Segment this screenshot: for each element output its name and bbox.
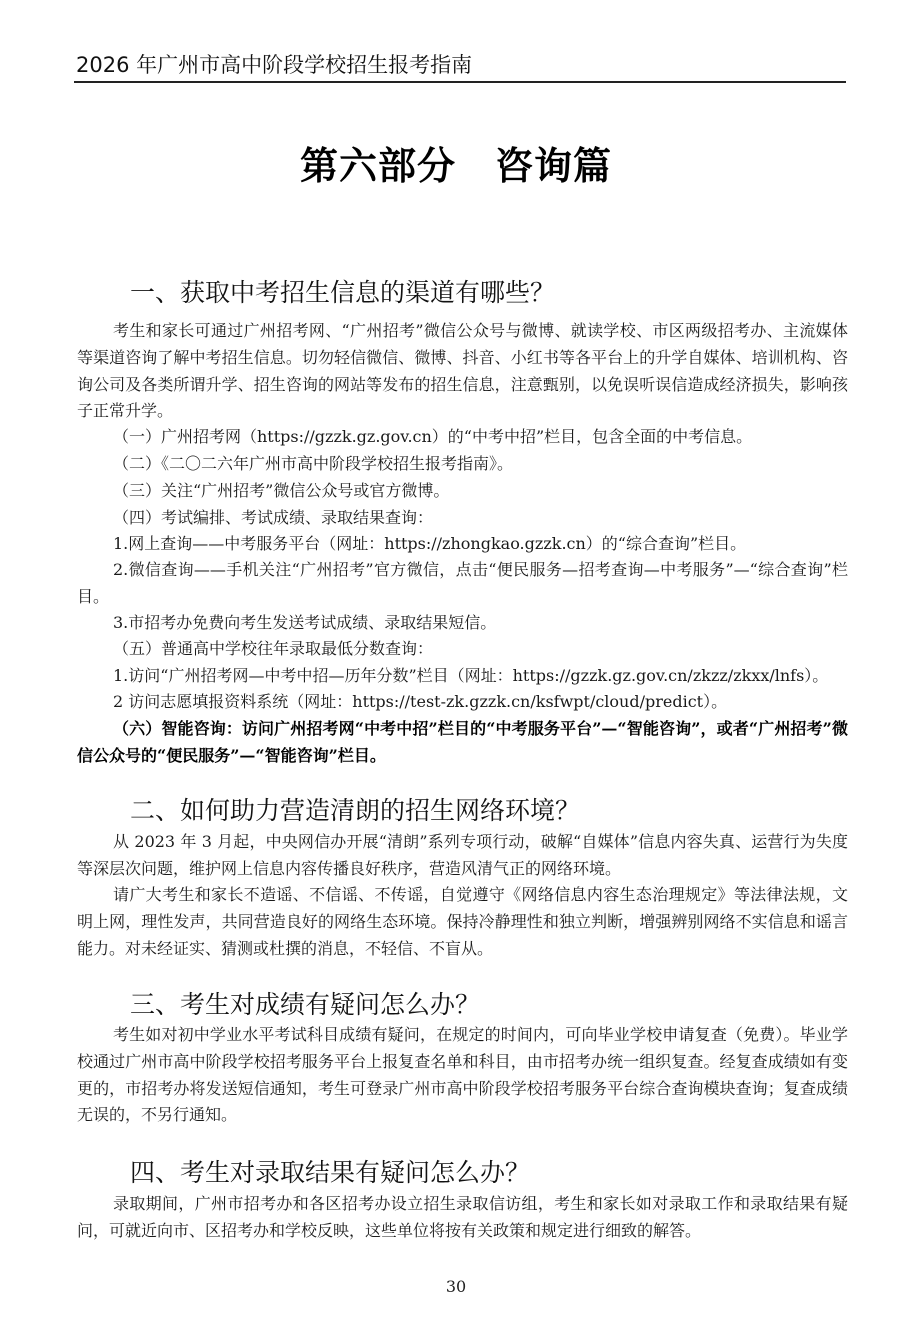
section-1-item-5-sub-2: 2 访问志愿填报资料系统（网址：https://test-zk.gzzk.cn/ksfwpt/cloud/predict）。 [113,692,728,711]
header-rule [74,81,846,83]
section-1-item-4-sub-3: 3.市招考办免费向考生发送考试成绩、录取结果短信。 [113,613,497,632]
section-1-intro-paragraph: 考生和家长可通过广州招考网、“广州招考”微信公众号与微博、就读学校、市区两级招考办、主流媒体等渠道咨询了解中考招生信息。切勿轻信微信、微博、抖音、小红书等各平台上的升学自媒体、培训机构、咨询公司及各类所谓升学、招生咨询的网站等发布的招生信息，注意甄别，以免误听误信造成经济损失，影响孩子正常升学。 [77,321,848,421]
section-2-paragraph-1: 从 2023 年 3 月起，中央网信办开展“清朗”系列专项行动，破解“自媒体”信息内容失真、运营行为失度等深层次问题，维护网上信息内容传播良好秩序，营造风清气正的网络环境。 [77,832,848,878]
section-1-item-4-sub-1: 1.网上查询——中考服务平台（网址：https://zhongkao.gzzk.cn）的“综合查询”栏目。 [113,534,747,553]
section-4-paragraph-1: 录取期间，广州市招考办和各区招考办设立招生录取信访组，考生和家长如对录取工作和录取结果有疑问，可就近向市、区招考办和学校反映，这些单位将按有关政策和规定进行细致的解答。 [77,1194,848,1240]
section-1-item-5: （五）普通高中学校往年录取最低分数查询： [113,639,434,658]
section-3-paragraph-1: 考生如对初中学业水平考试科目成绩有疑问，在规定的时间内，可向毕业学校申请复查（免费）。毕业学校通过广州市高中阶段学校招考服务平台上报复查名单和科目，由市招考办统一组织复查。经复查成绩如有变更的，市招考办将发送短信通知，考生可登录广州市高中阶段学校招考服务平台综合查询模块查询；复查成绩无误的，不另行通知。 [77,1025,848,1125]
section-1-item-5-sub-1: 1.访问“广州招考网—中考中招—历年分数”栏目（网址：https://gzzk.gz.gov.cn/zkzz/zkxx/lnfs）。 [113,666,829,685]
section-1-item-2: （二）《二〇二六年广州市高中阶段学校招生报考指南》。 [113,454,514,473]
part-title: 第六部分 咨询篇 [299,143,612,188]
section-heading-4: 四、考生对录取结果有疑问怎么办？ [130,1158,531,1187]
section-2-paragraph-2: 请广大考生和家长不造谣、不信谣、不传谣，自觉遵守《网络信息内容生态治理规定》等法律法规，文明上网，理性发声，共同营造良好的网络生态环境。保持冷静理性和独立判断，增强辨别网络不实信息和谣言能力。对未经证实、猜测或杜撰的消息，不轻信、不盲从。 [77,885,848,958]
section-heading-3: 三、考生对成绩有疑问怎么办？ [130,990,481,1019]
section-heading-1: 一、获取中考招生信息的渠道有哪些？ [130,278,556,307]
section-1-item-4-sub-2: 2.微信查询——手机关注“广州招考”官方微信，点击“便民服务—招考查询—中考服务”—“综合查询”栏目。 [77,560,848,606]
running-header: 2026 年广州市高中阶段学校招生报考指南 [76,53,473,77]
page-number: 30 [445,1277,467,1296]
section-1-item-1: （一）广州招考网（https://gzzk.gz.gov.cn）的“中考中招”栏目，包含全面的中考信息。 [113,427,753,446]
section-1-item-3: （三）关注“广州招考”微信公众号或官方微博。 [113,481,450,500]
section-heading-2: 二、如何助力营造清朗的招生网络环境？ [130,796,581,825]
section-1-item-6: （六）智能咨询：访问广州招考网“中考中招”栏目的“中考服务平台”—“智能咨询”，或者“广州招考”微信公众号的“便民服务”—“智能咨询”栏目。 [77,719,848,765]
section-1-item-4: （四）考试编排、考试成绩、录取结果查询： [113,508,434,527]
